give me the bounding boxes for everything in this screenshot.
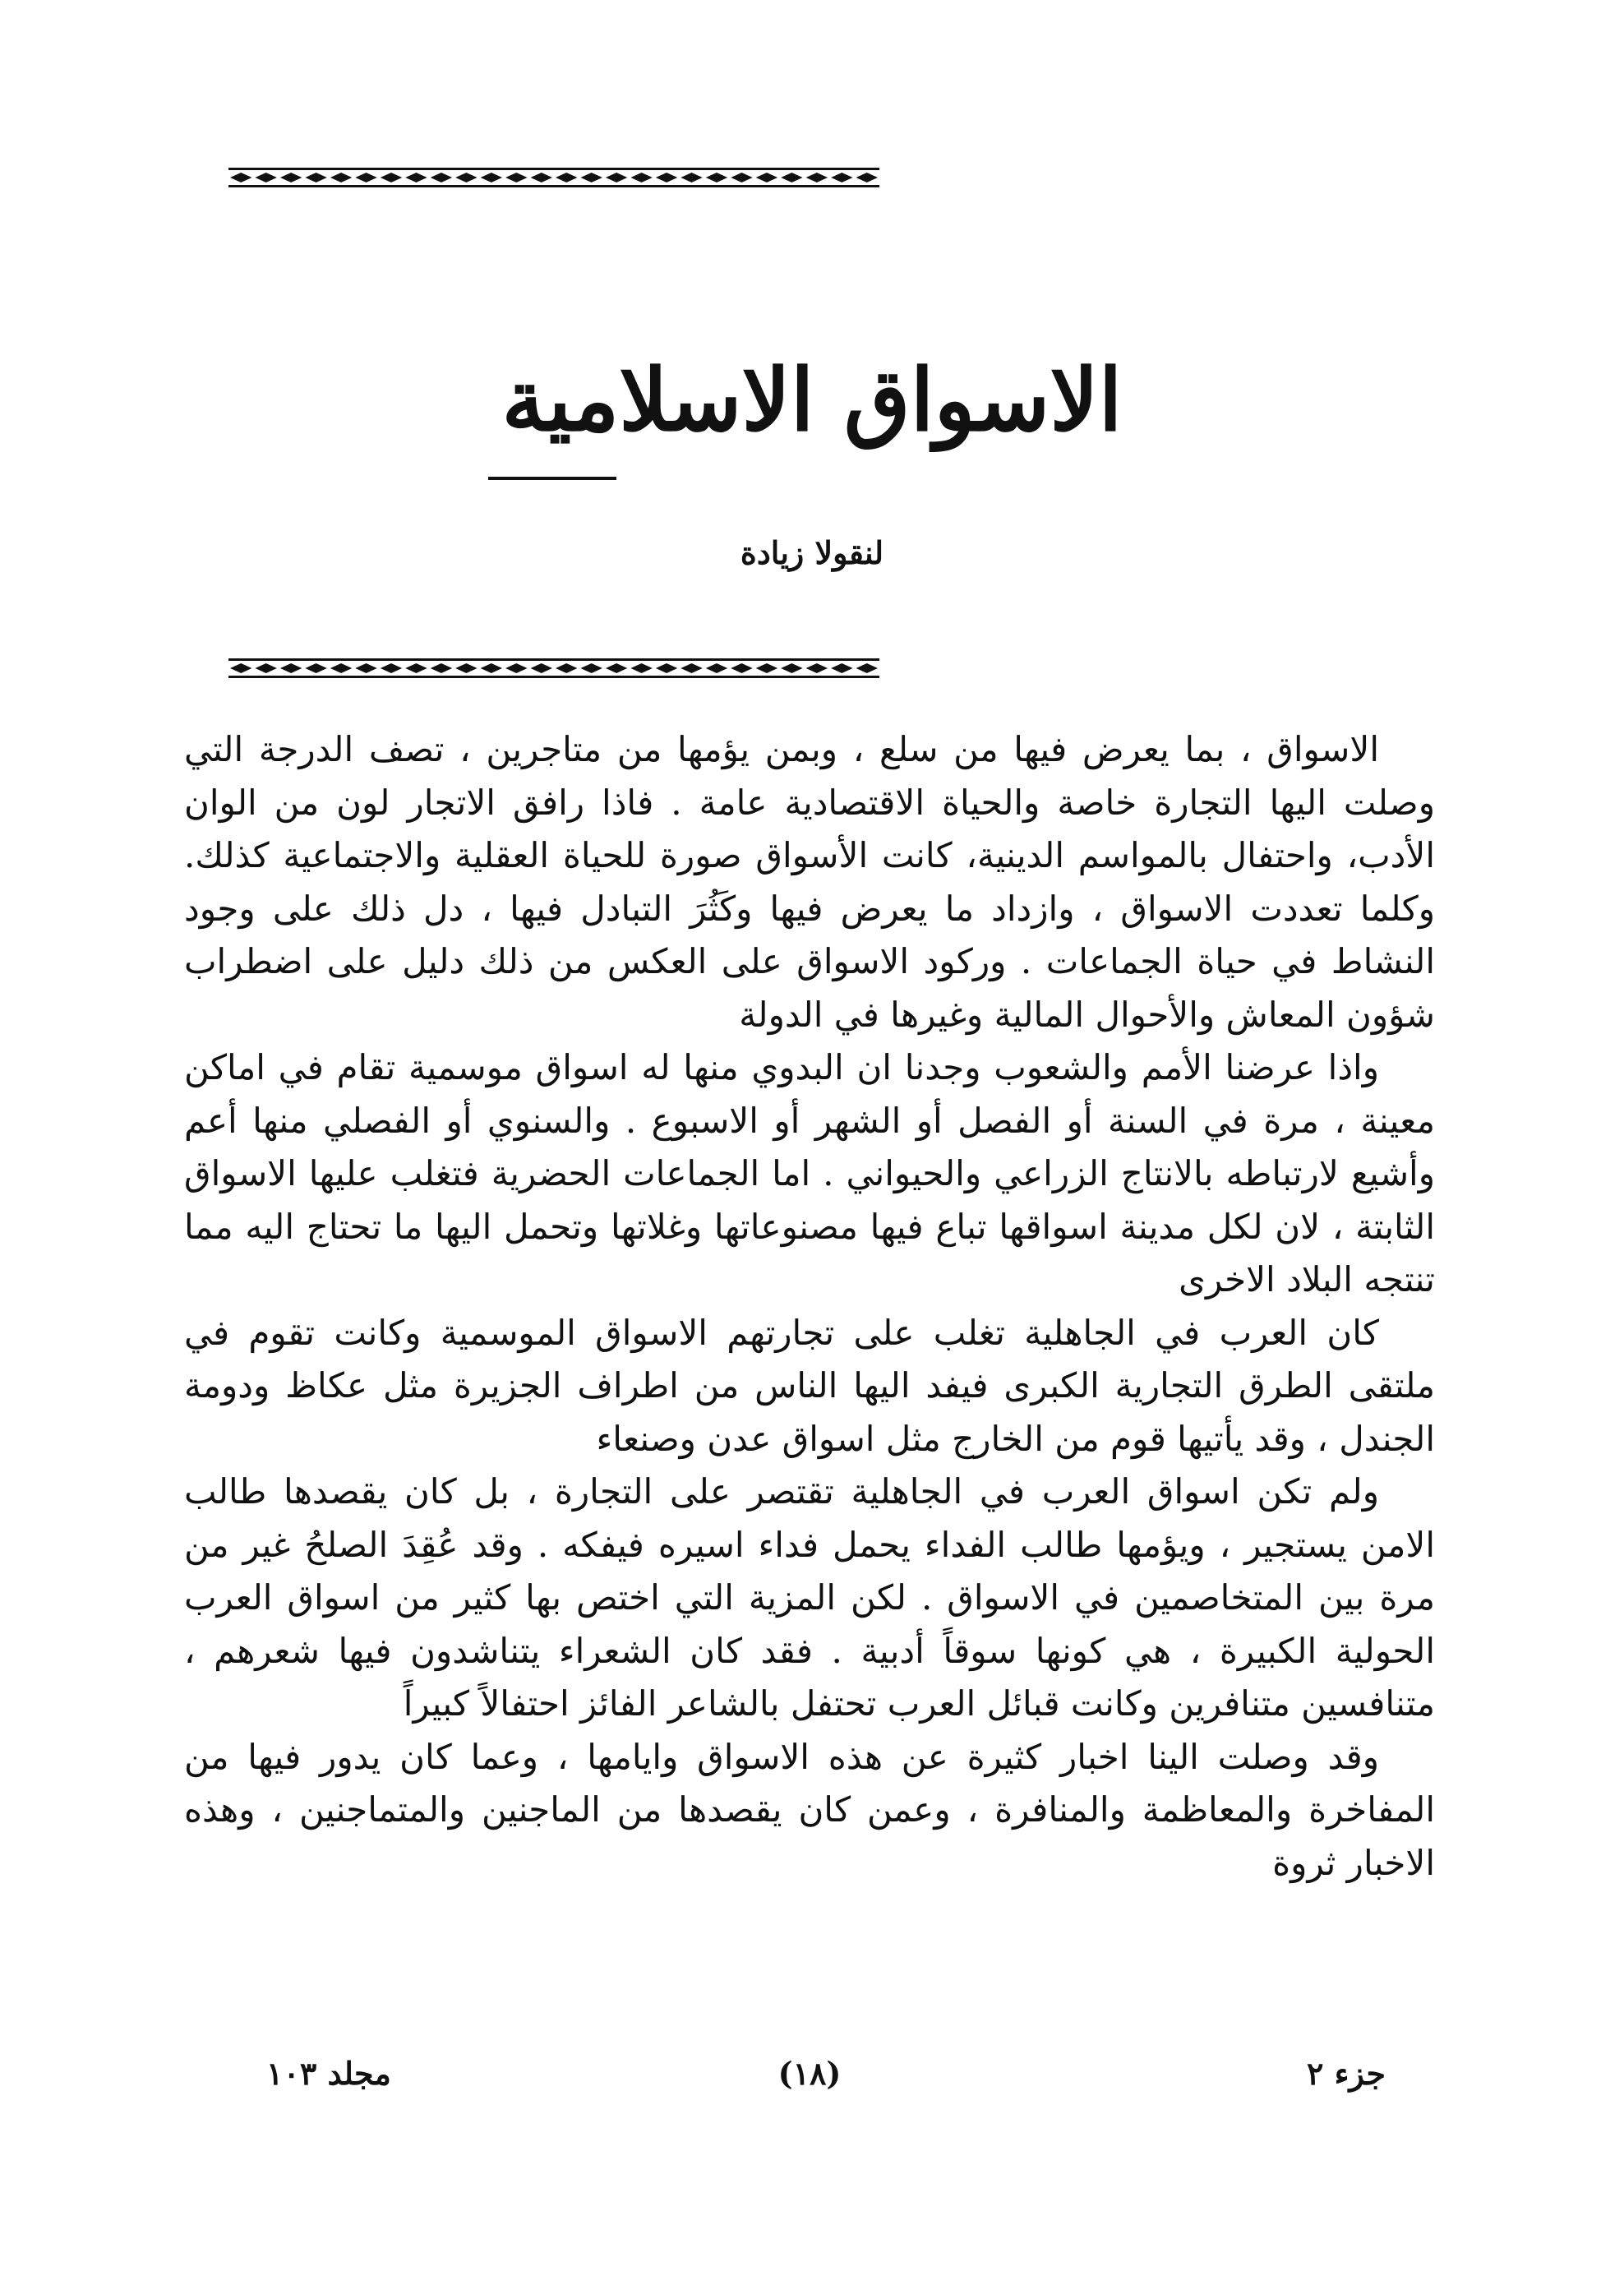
- paragraph: واذا عرضنا الأمم والشعوب وجدنا ان البدوي منها له اسواق موسمية تقام في اماكن معينة ، مرة في السنة أو الفصل أو الشهر أو الاسبوع . والسنوي أو الفصلي منها أعم وأشيع لارتباطه بالانتاج الزراعي والحيواني . اما الجماعات الحضرية فتغلب عليها الاسواق الثابتة ، لان لكل مدينة اسواقها تباع فيها مصنوعاتها وغلاتها وتحمل اليها ما تحتاج اليه مما تنتجه البلاد الاخرى: [184, 1047, 1435, 1299]
- footer-page-number: (١٨): [777, 2055, 842, 2092]
- article-title: الاسواق الاسلامية: [501, 348, 1123, 450]
- page-footer: [184, 2055, 1435, 2101]
- footer-part-number: جزء ٢: [1307, 2055, 1386, 2092]
- top-ornament-divider: [228, 167, 879, 188]
- paragraph: كان العرب في الجاهلية تغلب على تجارتهم الاسواق الموسمية وكانت تقوم في ملتقى الطرق التجارية الكبرى فيفد اليها الناس من اطراف الجزيرة مثل عكاظ ودومة الجندل ، وقد يأتيها قوم من الخارج مثل اسواق عدن وصنعاء: [184, 1312, 1435, 1459]
- paragraph: وقد وصلت الينا اخبار كثيرة عن هذه الاسواق وايامها ، وعما كان يدور فيها من المفاخرة والمعاظمة والمنافرة ، وعمن كان يقصدها من الماجنين والمتماجنين ، وهذه الاخبار ثروة: [184, 1736, 1435, 1883]
- paragraph: ولم تكن اسواق العرب في الجاهلية تقتصر على التجارة ، بل كان يقصدها طالب الامن يستجير ، ويؤمها طالب الفداء يحمل فداء اسيره فيفكه . وقد عُقِدَ الصلحُ غير من مرة بين المتخاصمين في الاسواق . لكن المزية التي اختص بها كثير من اسواق العرب الحولية الكبيرة ، هي كونها سوقاً أدبية . فقد كان الشعراء يتناشدون فيها شعرهم ، متنافسين متنافرين وكانت قبائل العرب تحتفل بالشاعر الفائز احتفالاً كبيراً: [184, 1471, 1435, 1724]
- article-body: [184, 723, 1435, 1890]
- article-author: لنقولا زيادة: [740, 534, 884, 571]
- paragraph: الاسواق ، بما يعرض فيها من سلع ، وبمن يؤمها من متاجرين ، تصف الدرجة التي وصلت اليها التجارة خاصة والحياة الاقتصادية عامة . فاذا رافق الاتجار لون من الوان الأدب، واحتفال بالمواسم الدينية، كانت الأسواق صورة للحياة العقلية والاجتماعية كذلك. وكلما تعددت الاسواق ، وازداد ما يعرض فيها وكَثُرَ التبادل فيها ، دل ذلك على وجود النشاط في حياة الجماعات . وركود الاسواق على العكس من ذلك دليل على اضطراب شؤون المعاش والأحوال المالية وغيرها في الدولة: [184, 729, 1435, 1035]
- bottom-ornament-divider: [228, 658, 879, 679]
- footer-volume-number: مجلد ١٠٣: [266, 2055, 391, 2092]
- title-underline-rule: [488, 477, 616, 480]
